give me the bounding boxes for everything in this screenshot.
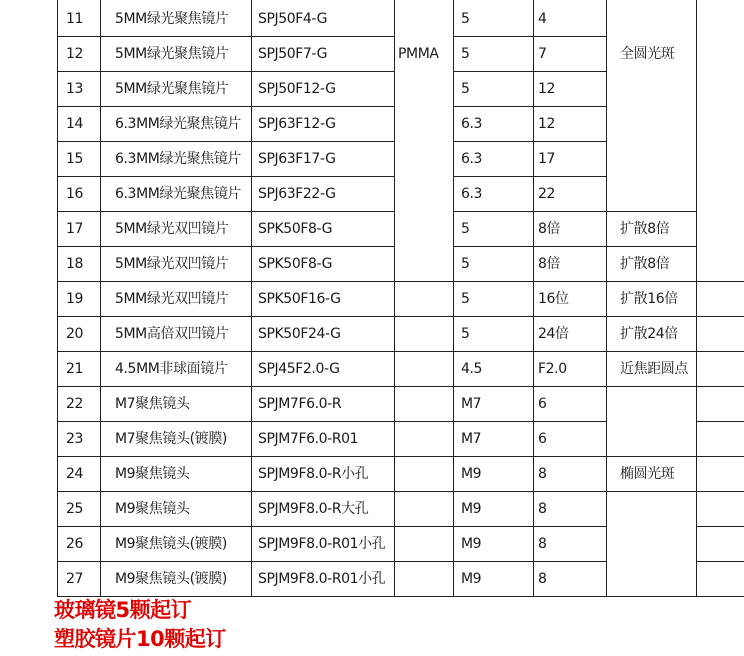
grid-vline [696, 275, 697, 597]
grid-hline [394, 456, 453, 457]
product-name: 5MM绿光双凹镜片 [115, 221, 229, 237]
grid-hline [57, 281, 394, 282]
product-name: M9聚焦镜头 [115, 466, 190, 482]
grid-hline [394, 281, 453, 282]
grid-vline [57, 0, 58, 597]
lens-size: 6.3 [461, 116, 483, 132]
grid-hline [453, 561, 606, 562]
lens-size: M7 [461, 431, 482, 447]
row-number: 13 [66, 81, 84, 97]
grid-hline [57, 526, 394, 527]
lens-size: 5 [461, 46, 470, 62]
model-code: SPJM9F8.0-R大孔 [258, 501, 369, 517]
grid-hline [453, 456, 606, 457]
effect-label: 全圆光斑 [620, 46, 675, 62]
model-code: SPK50F24-G [258, 326, 341, 342]
lens-size: 5 [461, 291, 470, 307]
model-code: SPJM9F8.0-R01小孔 [258, 536, 386, 552]
grid-hline [57, 106, 394, 107]
lens-size: 4.5 [461, 361, 483, 377]
grid-vline [533, 0, 534, 597]
focal-value: 12 [538, 116, 556, 132]
lens-size: 5 [461, 11, 470, 27]
grid-hline [453, 281, 606, 282]
model-code: SPJ50F12-G [258, 81, 336, 97]
grid-hline [606, 596, 696, 597]
product-name: M7聚焦镜头 [115, 396, 190, 412]
grid-hline [57, 351, 394, 352]
grid-hline [57, 596, 394, 597]
row-number: 19 [66, 291, 84, 307]
model-code: SPJM9F8.0-R小孔 [258, 466, 369, 482]
effect-label: 扩散24倍 [620, 326, 678, 342]
grid-hline [453, 596, 606, 597]
lens-size: 5 [461, 221, 470, 237]
product-name: 5MM绿光双凹镜片 [115, 256, 229, 272]
row-number: 14 [66, 116, 84, 132]
model-code: SPJ50F4-G [258, 11, 328, 27]
grid-hline [696, 596, 744, 597]
model-code: SPJ63F17-G [258, 151, 336, 167]
focal-value: 8 [538, 536, 547, 552]
model-code: SPK50F16-G [258, 291, 341, 307]
product-name: 5MM绿光双凹镜片 [115, 291, 229, 307]
grid-hline [453, 106, 606, 107]
material-label: PMMA [398, 46, 439, 62]
lens-size: M7 [461, 396, 482, 412]
grid-hline [606, 351, 696, 352]
grid-hline [696, 281, 744, 282]
grid-vline [100, 0, 101, 597]
grid-hline [696, 421, 744, 422]
grid-hline [696, 561, 744, 562]
grid-hline [453, 491, 606, 492]
grid-hline [453, 351, 606, 352]
lens-size: M9 [461, 501, 482, 517]
grid-hline [606, 211, 696, 212]
grid-hline [57, 211, 394, 212]
grid-hline [453, 246, 606, 247]
focal-value: 16位 [538, 291, 569, 307]
model-code: SPJ63F22-G [258, 186, 336, 202]
grid-hline [453, 421, 606, 422]
grid-hline [453, 71, 606, 72]
row-number: 16 [66, 186, 84, 202]
footer-note-glass: 玻璃镜5颗起订 [54, 598, 192, 622]
grid-hline [394, 421, 453, 422]
grid-hline [57, 456, 394, 457]
grid-hline [696, 386, 744, 387]
focal-value: 22 [538, 186, 556, 202]
lens-size: 5 [461, 326, 470, 342]
product-name: M9聚焦镜头(镀膜) [115, 571, 227, 587]
grid-hline [606, 386, 696, 387]
row-number: 23 [66, 431, 84, 447]
lens-size: M9 [461, 466, 482, 482]
focal-value: 6 [538, 396, 547, 412]
grid-hline [394, 386, 453, 387]
focal-value: 4 [538, 11, 547, 27]
effect-label: 扩散8倍 [620, 256, 670, 272]
grid-hline [57, 36, 394, 37]
grid-hline [57, 246, 394, 247]
grid-hline [606, 491, 696, 492]
grid-hline [696, 456, 744, 457]
grid-hline [57, 316, 394, 317]
product-name: M7聚焦镜头(镀膜) [115, 431, 227, 447]
effect-label: 椭圆光斑 [620, 466, 675, 482]
grid-hline [696, 351, 744, 352]
lens-size: 5 [461, 81, 470, 97]
grid-hline [606, 316, 696, 317]
model-code: SPJ63F12-G [258, 116, 336, 132]
row-number: 25 [66, 501, 84, 517]
lens-size: 5 [461, 256, 470, 272]
model-code: SPK50F8-G [258, 221, 333, 237]
row-number: 18 [66, 256, 84, 272]
product-name: M9聚焦镜头(镀膜) [115, 536, 227, 552]
grid-vline [696, 0, 697, 276]
grid-hline [453, 316, 606, 317]
grid-hline [696, 491, 744, 492]
footer-note-plastic: 塑胶镜片10颗起订 [54, 627, 226, 651]
effect-label: 近焦距圆点 [620, 361, 688, 377]
focal-value: 17 [538, 151, 556, 167]
grid-hline [394, 596, 453, 597]
grid-hline [453, 211, 606, 212]
row-number: 12 [66, 46, 84, 62]
grid-hline [57, 421, 394, 422]
row-number: 21 [66, 361, 84, 377]
grid-hline [606, 281, 696, 282]
focal-value: 8倍 [538, 256, 561, 272]
focal-value: 24倍 [538, 326, 569, 342]
grid-hline [453, 36, 606, 37]
effect-label: 扩散16倍 [620, 291, 678, 307]
model-code: SPJM9F8.0-R01小孔 [258, 571, 386, 587]
product-name: M9聚焦镜头 [115, 501, 190, 517]
focal-value: 8 [538, 501, 547, 517]
grid-hline [394, 561, 453, 562]
focal-value: 8倍 [538, 221, 561, 237]
row-number: 15 [66, 151, 84, 167]
product-name: 5MM绿光聚焦镜片 [115, 81, 229, 97]
grid-vline [251, 0, 252, 597]
row-number: 17 [66, 221, 84, 237]
product-name: 6.3MM绿光聚焦镜片 [115, 186, 242, 202]
grid-hline [394, 351, 453, 352]
lens-size: M9 [461, 571, 482, 587]
row-number: 24 [66, 466, 84, 482]
focal-value: 12 [538, 81, 556, 97]
grid-hline [453, 386, 606, 387]
grid-vline [453, 0, 454, 597]
focal-value: 8 [538, 466, 547, 482]
product-name: 4.5MM非球面镜片 [115, 361, 228, 377]
grid-hline [606, 456, 696, 457]
row-number: 20 [66, 326, 84, 342]
product-name: 5MM高倍双凹镜片 [115, 326, 229, 342]
focal-value: 8 [538, 571, 547, 587]
row-number: 22 [66, 396, 84, 412]
product-name: 5MM绿光聚焦镜片 [115, 11, 229, 27]
lens-size: M9 [461, 536, 482, 552]
product-name: 6.3MM绿光聚焦镜片 [115, 151, 242, 167]
lens-size: 6.3 [461, 186, 483, 202]
grid-hline [57, 71, 394, 72]
grid-vline [394, 0, 395, 597]
grid-hline [57, 141, 394, 142]
row-number: 26 [66, 536, 84, 552]
product-name: 6.3MM绿光聚焦镜片 [115, 116, 242, 132]
grid-hline [57, 176, 394, 177]
grid-hline [394, 316, 453, 317]
row-number: 11 [66, 11, 84, 27]
grid-hline [453, 141, 606, 142]
grid-hline [696, 526, 744, 527]
effect-label: 扩散8倍 [620, 221, 670, 237]
model-code: SPJ50F7-G [258, 46, 328, 62]
grid-hline [57, 561, 394, 562]
grid-hline [453, 526, 606, 527]
grid-hline [696, 316, 744, 317]
focal-value: 7 [538, 46, 547, 62]
row-number: 27 [66, 571, 84, 587]
grid-hline [57, 491, 394, 492]
model-code: SPJ45F2.0-G [258, 361, 340, 377]
model-code: SPJM7F6.0-R [258, 396, 342, 412]
grid-hline [606, 246, 696, 247]
grid-hline [453, 176, 606, 177]
grid-hline [394, 491, 453, 492]
grid-hline [57, 386, 394, 387]
model-code: SPJM7F6.0-R01 [258, 431, 359, 447]
lens-size: 6.3 [461, 151, 483, 167]
focal-value: 6 [538, 431, 547, 447]
product-name: 5MM绿光聚焦镜片 [115, 46, 229, 62]
grid-hline [394, 526, 453, 527]
model-code: SPK50F8-G [258, 256, 333, 272]
focal-value: F2.0 [538, 361, 567, 377]
grid-vline [606, 0, 607, 597]
